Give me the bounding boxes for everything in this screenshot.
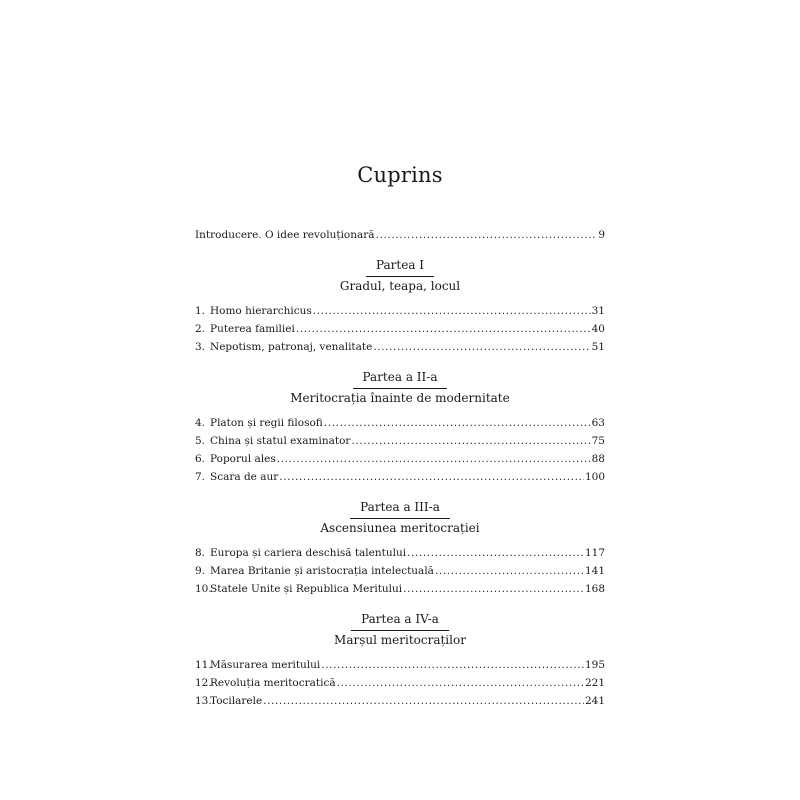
entry-label <box>195 675 336 691</box>
part-heading-text: Partea a IV-a <box>351 611 449 631</box>
toc-entry[interactable] <box>195 675 605 691</box>
entry-page: 63 <box>591 417 605 429</box>
toc-entry[interactable] <box>195 433 605 449</box>
dot-leader <box>263 693 584 709</box>
chapter-title: Homo hierarchicus <box>210 305 312 317</box>
dot-leader <box>373 339 590 355</box>
entry-page: 40 <box>591 323 605 335</box>
chapter-title: Europa și cariera deschisă talentului <box>210 547 407 559</box>
chapter-number: 10. <box>195 583 212 595</box>
chapter-number: 5. <box>195 435 206 447</box>
toc-entry[interactable] <box>195 545 605 561</box>
chapter-title: Marea Britanie și aristocrația intelectuală <box>210 565 434 577</box>
entry-label <box>195 433 350 449</box>
part-heading <box>0 499 800 519</box>
dot-leader <box>296 321 591 337</box>
dot-leader <box>376 227 598 243</box>
chapter-number: 2. <box>195 323 206 335</box>
dot-leader <box>313 303 591 319</box>
part-subtitle: Ascensiunea meritocrației <box>320 521 480 535</box>
entry-label <box>195 415 323 431</box>
entry-label <box>195 339 372 355</box>
chapter-title: Platon și regii filosofi <box>210 417 323 429</box>
chapter-title: China și statul examinator <box>210 435 351 447</box>
dot-leader <box>435 563 584 579</box>
entry-label <box>195 581 402 597</box>
entry-label <box>195 469 278 485</box>
dot-leader <box>407 545 584 561</box>
entry-label <box>195 545 406 561</box>
chapter-title: Măsurarea meritului <box>210 659 321 671</box>
chapter-number: 6. <box>195 453 206 465</box>
dot-leader <box>337 675 584 691</box>
dot-leader <box>324 415 591 431</box>
chapter-number: 12. <box>195 677 212 689</box>
entry-page: 141 <box>584 565 605 577</box>
entry-label <box>195 451 276 467</box>
part-heading <box>0 257 800 277</box>
entry-page: 195 <box>584 659 605 671</box>
chapter-title: Tocilarele <box>210 695 263 707</box>
chapter-number: 7. <box>195 471 206 483</box>
toc-entry[interactable] <box>195 693 605 709</box>
part-heading-text: Partea a II-a <box>353 369 448 389</box>
chapter-number: 9. <box>195 565 206 577</box>
chapter-number: 1. <box>195 305 206 317</box>
entry-page: 117 <box>584 547 605 559</box>
entry-page: 241 <box>584 695 605 707</box>
entry-label <box>195 693 262 709</box>
dot-leader <box>321 657 584 673</box>
entry-page: 100 <box>584 471 605 483</box>
entry-page: 221 <box>584 677 605 689</box>
entry-label <box>195 563 434 579</box>
page-title: Cuprins <box>357 163 443 187</box>
chapter-title: Revoluția meritocratică <box>210 677 336 689</box>
part-heading <box>0 369 800 389</box>
entry-page: 31 <box>591 305 605 317</box>
chapter-title: Poporul ales <box>210 453 276 465</box>
toc-entry[interactable] <box>195 469 605 485</box>
toc-entry[interactable] <box>195 303 605 319</box>
part-subtitle: Gradul, teapa, locul <box>339 279 461 293</box>
chapter-title: Scara de aur <box>210 471 279 483</box>
entry-page: 88 <box>591 453 605 465</box>
chapter-number: 8. <box>195 547 206 559</box>
part-heading-text: Partea a III-a <box>350 499 450 519</box>
entry-label: Introducere. O idee revoluționară <box>195 229 375 241</box>
chapter-number: 11. <box>195 659 212 671</box>
dot-leader <box>351 433 590 449</box>
toc-entry[interactable] <box>195 339 605 355</box>
part-subtitle: Marșul meritocraților <box>334 633 466 647</box>
toc-entry[interactable] <box>195 563 605 579</box>
toc-entry-introduction[interactable] <box>195 227 605 243</box>
chapter-number: 3. <box>195 341 206 353</box>
entry-label <box>195 657 320 673</box>
part-heading-text: Partea I <box>366 257 434 277</box>
entry-page: 168 <box>584 583 605 595</box>
part-subtitle: Meritocrația înainte de modernitate <box>290 391 510 405</box>
toc-entry[interactable] <box>195 581 605 597</box>
entry-page: 51 <box>591 341 605 353</box>
toc-entry[interactable] <box>195 321 605 337</box>
dot-leader <box>277 451 591 467</box>
dot-leader <box>403 581 584 597</box>
entry-label <box>195 321 295 337</box>
part-heading <box>0 611 800 631</box>
toc-entry[interactable] <box>195 415 605 431</box>
toc-entry[interactable] <box>195 657 605 673</box>
chapter-number: 13. <box>195 695 212 707</box>
dot-leader <box>279 469 584 485</box>
chapter-title: Nepotism, patronaj, venalitate <box>210 341 373 353</box>
chapter-title: Statele Unite și Republica Meritului <box>210 583 403 595</box>
entry-page: 75 <box>591 435 605 447</box>
entry-label <box>195 303 312 319</box>
chapter-title: Puterea familiei <box>210 323 295 335</box>
chapter-number: 4. <box>195 417 206 429</box>
entry-page: 9 <box>598 229 605 241</box>
toc-entry[interactable] <box>195 451 605 467</box>
